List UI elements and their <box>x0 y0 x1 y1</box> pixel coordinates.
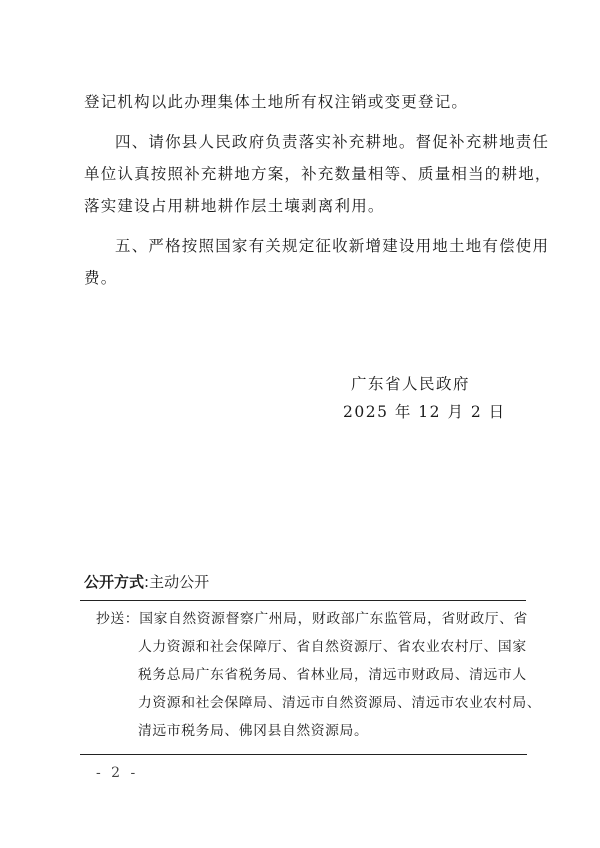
cc-line-2: 人力资源和社会保障厅、省自然资源厅、省农业农村厅、国家 <box>138 639 527 655</box>
body-paragraph-4-line-2: 单位认真按照补充耕地方案，补充数量相等、质量相当的耕地， <box>84 165 552 183</box>
cc-label: 抄送： <box>96 611 140 627</box>
cc-line-1 <box>96 605 536 633</box>
body-paragraph-4-line-1: 四、请你县人民政府负责落实补充耕地。督促补充耕地责任 <box>115 133 550 151</box>
cc-line-3: 税务总局广东省税务局、省林业局，清远市财政局、清远市人 <box>138 667 527 683</box>
top-divider <box>80 600 526 601</box>
body-paragraph-5-line-1: 五、严格按照国家有关规定征收新增建设用地土地有偿使用 <box>115 237 550 255</box>
publication-method-value: 主动公开 <box>149 573 210 591</box>
body-line-1: 登记机构以此办理集体土地所有权注销或变更登记。 <box>84 93 469 111</box>
publication-method <box>84 571 209 592</box>
publication-separator: : <box>144 573 150 591</box>
cc-line-5: 清远市税务局、佛冈县自然资源局。 <box>138 723 369 739</box>
issue-date: 2025 年 12 月 2 日 <box>343 403 506 421</box>
publication-method-label: 公开方式 <box>84 573 145 591</box>
issuer-name: 广东省人民政府 <box>351 375 471 393</box>
cc-text: 国家自然资源督察广州局，财政部广东监管局，省财政厅、省 <box>139 611 528 627</box>
cc-line-4: 力资源和社会保障局、清远市自然资源局、清远市农业农村局、 <box>138 695 542 711</box>
page-number: - 2 - <box>96 765 139 781</box>
body-paragraph-5-line-2: 费。 <box>84 269 118 287</box>
cc-list <box>96 605 542 745</box>
body-paragraph-4-line-3: 落实建设占用耕地耕作层土壤剥离利用。 <box>84 197 385 215</box>
bottom-divider <box>80 754 527 755</box>
